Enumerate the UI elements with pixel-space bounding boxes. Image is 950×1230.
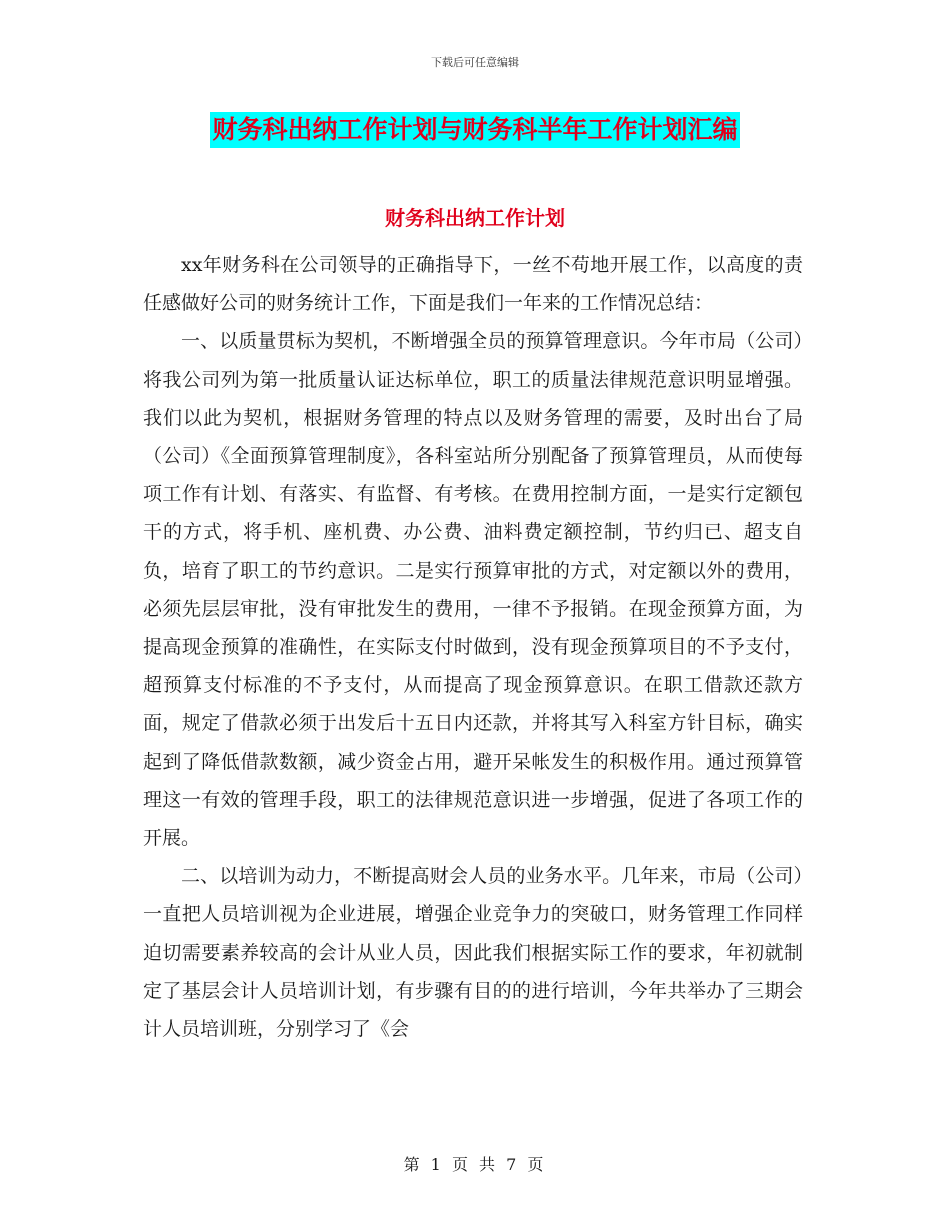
paragraph-intro: xx年财务科在公司领导的正确指导下，一丝不苟地开展工作，以高度的责任感做好公司的财务统计工作，下面是我们一年来的工作情况总结：	[143, 254, 803, 315]
page-footer: 第 1 页 共 7 页	[403, 1155, 547, 1174]
document-title-container	[0, 112, 950, 148]
section-title: 财务科出纳工作计划	[385, 206, 565, 230]
body-text	[143, 246, 803, 1048]
document-title: 财务科出纳工作计划与财务科半年工作计划汇编	[210, 112, 739, 148]
paragraph-budget-management: 一、以质量贯标为契机，不断增强全员的预算管理意识。今年市局（公司）将我公司列为第一批质量认证达标单位，职工的质量法律规范意识明显增强。我们以此为契机，根据财务管理的特点以及财务管理的需要，及时出台了局（公司）《全面预算管理制度》，各科室站所分别配备了预算管理员，从而使每项工作有计划、有落实、有监督、有考核。在费用控制方面，一是实行定额包干的方式，将手机、座机费、办公费、油料费定额控制，节约归已、超支自负，培育了职工的节约意识。二是实行预算审批的方式，对定额以外的费用，必须先层层审批，没有审批发生的费用，一律不予报销。在现金预算方面，为提高现金预算的准确性，在实际支付时做到，没有现金预算项目的不予支付，超预算支付标准的不予支付，从而提高了现金预算意识。在职工借款还款方面，规定了借款必须于出发后十五日内还款，并将其写入科室方针目标，确实起到了降低借款数额，减少资金占用，避开呆帐发生的积极作用。通过预算管理这一有效的管理手段，职工的法律规范意识进一步增强，促进了各项工作的开展。	[143, 330, 803, 850]
header-note: 下载后可任意编辑	[431, 56, 519, 69]
paragraph-training: 二、以培训为动力，不断提高财会人员的业务水平。几年来，市局（公司）一直把人员培训视为企业进展，增强企业竞争力的突破口，财务管理工作同样迫切需要素养较高的会计从业人员，因此我们根据实际工作的要求，年初就制定了基层会计人员培训计划，有步骤有目的的进行培训，今年共举办了三期会计人员培训班，分别学习了《会	[143, 865, 803, 1041]
